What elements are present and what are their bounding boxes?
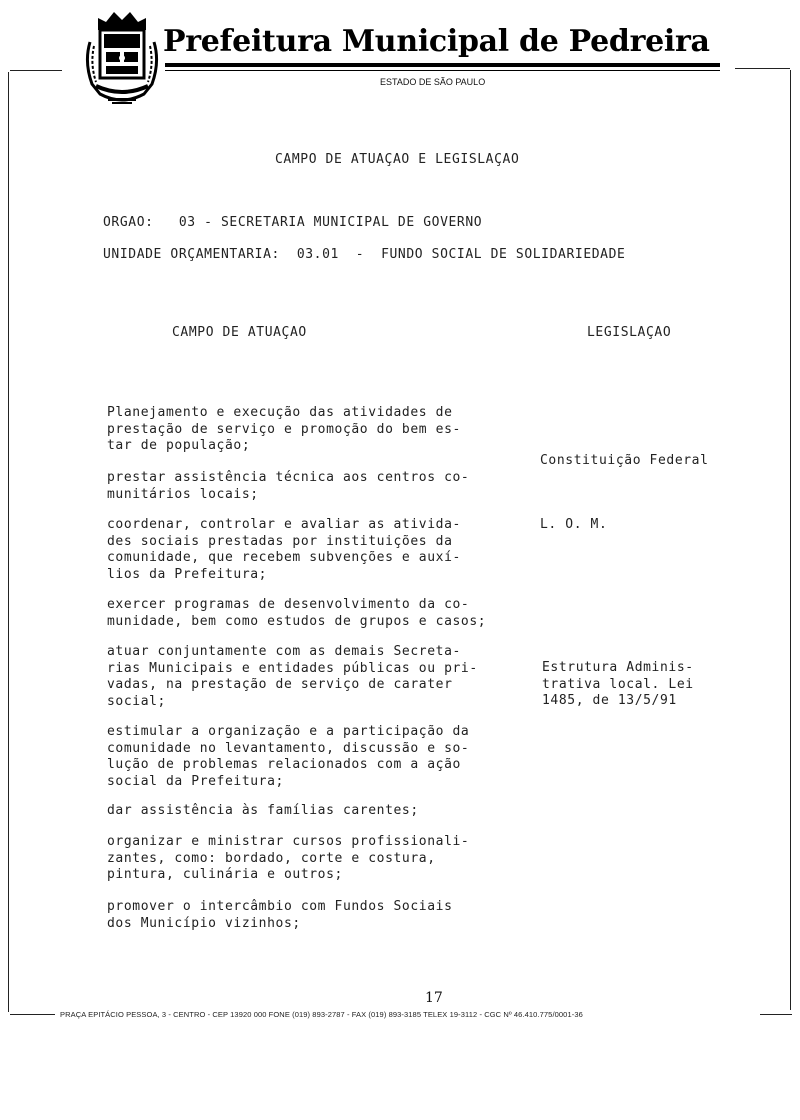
header-state: ESTADO DE SÃO PAULO bbox=[380, 77, 486, 87]
doc-heading: CAMPO DE ATUAÇAO E LEGISLAÇAO bbox=[275, 152, 520, 167]
paragraph-7: dar assistência às famílias carentes; bbox=[107, 803, 419, 818]
header-rule-thick bbox=[165, 63, 720, 67]
legislation-1: Constituição Federal bbox=[540, 453, 709, 468]
frame-left bbox=[8, 72, 9, 1012]
col-leg-header: LEGISLAÇAO bbox=[587, 325, 672, 340]
paragraph-9: promover o intercâmbio com Fundos Sociais dos Município vizinhos; bbox=[107, 899, 453, 931]
paragraph-4: exercer programas de desenvolvimento da co- munidade, bem como estudos de grupos e casos; bbox=[107, 597, 487, 629]
col-campo-header: CAMPO DE ATUAÇAO bbox=[172, 325, 307, 340]
paragraph-5: atuar conjuntamente com as demais Secreta- rias Municipais e entidades públicas ou pri- vadas, na prestação de serviço de carater social; bbox=[107, 644, 478, 709]
paragraph-1: Planejamento e execução das atividades de prestação de serviço e promoção do bem es- tar de população; bbox=[107, 405, 461, 453]
footer-address: PRAÇA EPITÁCIO PESSOA, 3 - CENTRO - CEP 13920 000 FONE (019) 893-2787 - FAX (019) 893-3185 TELEX 19-3112 - CGC Nº 46.410.775/0001-36 bbox=[60, 1010, 583, 1019]
frame-top-right bbox=[735, 68, 790, 69]
paragraph-6: estimular a organização e a participação da comunidade no levantamento, discussão e so- lução de problemas relacionados com a ação social da Prefeitura; bbox=[107, 724, 470, 789]
header-rule-thin bbox=[165, 70, 720, 71]
orgao-line: ORGAO: 03 - SECRETARIA MUNICIPAL DE GOVERNO bbox=[103, 215, 483, 230]
frame-bottom-left bbox=[10, 1014, 55, 1015]
frame-right bbox=[790, 70, 791, 1010]
frame-top-left bbox=[10, 70, 62, 71]
paragraph-8: organizar e ministrar cursos profissionali- zantes, como: bordado, corte e costura, pintura, culinária e outros; bbox=[107, 834, 470, 882]
legislation-3: Estrutura Adminis- trativa local. Lei 1485, de 13/5/91 bbox=[542, 660, 694, 708]
paragraph-2: prestar assistência técnica aos centros co- munitários locais; bbox=[107, 470, 470, 502]
paragraph-3: coordenar, controlar e avaliar as ativida- des sociais prestadas por instituições da comunidade, que recebem subvenções e auxí- lios da Prefeitura; bbox=[107, 517, 461, 582]
municipal-seal bbox=[80, 2, 164, 106]
unidade-line: UNIDADE ORÇAMENTARIA: 03.01 - FUNDO SOCIAL DE SOLIDARIEDADE bbox=[103, 247, 626, 262]
page-number: 17 bbox=[425, 990, 443, 1006]
header-title: Prefeitura Municipal de Pedreira bbox=[163, 24, 710, 59]
legislation-2: L. O. M. bbox=[540, 517, 608, 532]
frame-bottom-right bbox=[760, 1014, 792, 1015]
